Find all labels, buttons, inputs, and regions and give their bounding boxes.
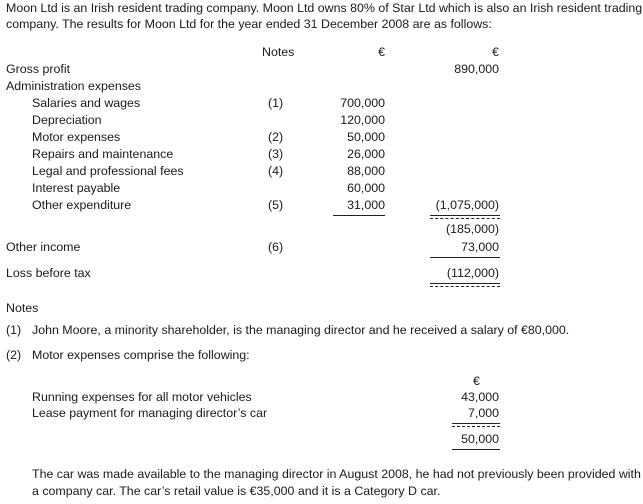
motor-item-label: Lease payment for managing director’s car xyxy=(32,406,268,420)
expense-note: (3) xyxy=(268,147,284,161)
expense-note: (4) xyxy=(268,164,284,178)
loss-before-tax-amount: (112,000) xyxy=(446,266,499,280)
note-1-number: (1) xyxy=(6,323,22,337)
expense-amount: 88,000 xyxy=(347,164,385,178)
motor-total-amount: 50,000 xyxy=(461,432,499,446)
currency-column-2-header: € xyxy=(492,45,499,59)
gross-profit-label: Gross profit xyxy=(6,62,71,76)
expense-label: Depreciation xyxy=(32,113,102,127)
motor-total-rule xyxy=(452,449,500,450)
intro-line-2: company. The results for Moon Ltd for the year ended 31 December 2008 are as follows: xyxy=(6,17,492,31)
expense-note: (2) xyxy=(268,130,284,144)
loss-before-tax-rule-dashed xyxy=(430,286,500,287)
expense-amount: 120,000 xyxy=(340,113,385,127)
expense-note: (1) xyxy=(268,96,284,110)
gross-profit-amount: 890,000 xyxy=(454,62,499,76)
column-2-total-rule xyxy=(430,215,500,216)
expense-amount: 31,000 xyxy=(347,198,385,212)
column-1-total-rule xyxy=(333,215,385,216)
expense-label: Salaries and wages xyxy=(32,96,141,110)
expense-amount: 26,000 xyxy=(347,147,385,161)
other-income-amount: 73,000 xyxy=(461,240,499,254)
expense-amount: 50,000 xyxy=(347,130,385,144)
note-2-number: (2) xyxy=(6,348,22,362)
motor-item-amount: 43,000 xyxy=(461,390,499,404)
note-2-paragraph-line-1: The car was made available to the managing director in August 2008, he had not previously been provided with xyxy=(32,467,641,481)
expense-label: Motor expenses xyxy=(32,130,121,144)
note-2-currency-header: € xyxy=(473,374,480,388)
expense-amount: 60,000 xyxy=(347,181,385,195)
note-1-text: John Moore, a minority shareholder, is the managing director and he received a salary of €80,000. xyxy=(32,323,570,337)
currency-column-1-header: € xyxy=(378,45,385,59)
expense-label: Interest payable xyxy=(32,181,121,195)
other-income-rule xyxy=(430,257,500,258)
intro-line-1: Moon Ltd is an Irish resident trading company. Moon Ltd owns 80% of Star Ltd which is also an Irish resident trading xyxy=(6,1,643,15)
expense-label: Other expenditure xyxy=(32,198,132,212)
other-income-note: (6) xyxy=(268,240,284,254)
expense-note: (5) xyxy=(268,198,284,212)
other-income-label: Other income xyxy=(6,240,81,254)
notes-column-header: Notes xyxy=(262,45,295,59)
expense-amount: 700,000 xyxy=(340,96,385,110)
motor-subtotal-rule xyxy=(452,423,500,424)
note-2-text: Motor expenses comprise the following: xyxy=(32,348,250,362)
subtotal-amount: (185,000) xyxy=(445,222,499,236)
expense-label: Legal and professional fees xyxy=(32,164,184,178)
total-expenses-amount: (1,075,000) xyxy=(435,198,499,212)
motor-subtotal-rule-dashed xyxy=(452,426,500,427)
expense-label: Repairs and maintenance xyxy=(32,147,174,161)
motor-item-label: Running expenses for all motor vehicles xyxy=(32,390,252,404)
column-2-total-rule-dashed xyxy=(430,218,500,219)
motor-item-amount: 7,000 xyxy=(467,406,499,420)
notes-heading: Notes xyxy=(6,301,39,315)
loss-before-tax-rule xyxy=(430,283,500,284)
note-2-paragraph-line-2: a company car. The car’s retail value is €35,000 and it is a Category D car. xyxy=(32,484,441,498)
loss-before-tax-label: Loss before tax xyxy=(6,266,91,280)
admin-expenses-heading: Administration expenses xyxy=(6,79,141,93)
